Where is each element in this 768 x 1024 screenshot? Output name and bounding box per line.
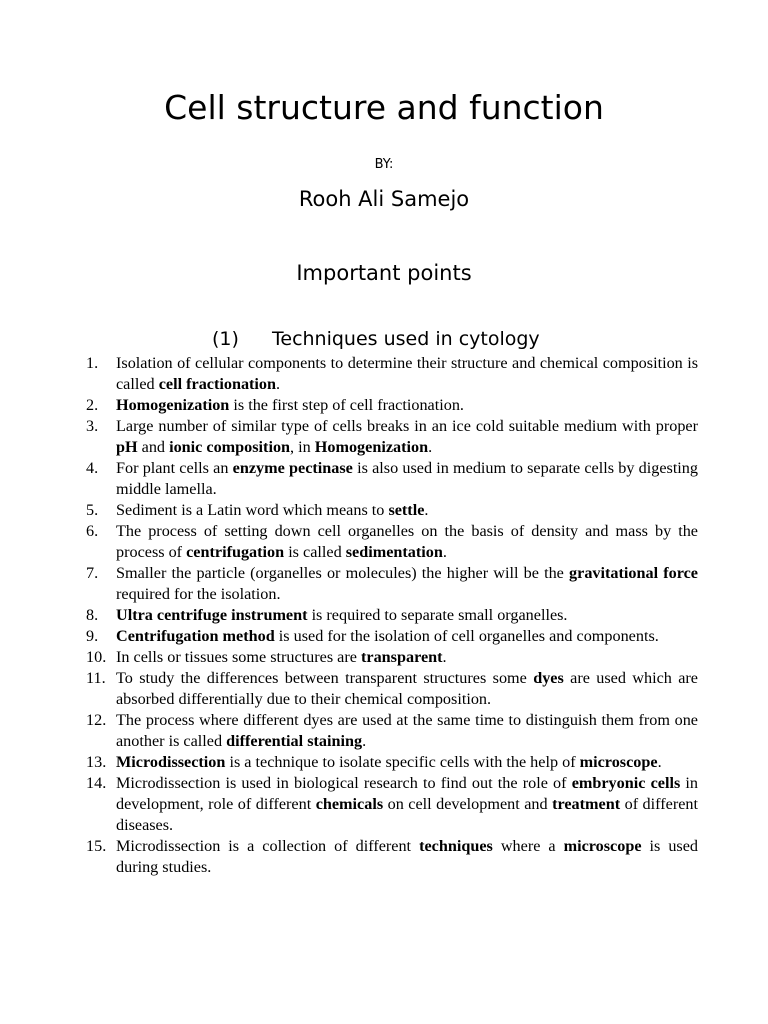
text-run: of different diseases. bbox=[116, 795, 698, 834]
list-item bbox=[86, 836, 698, 878]
list-item-text bbox=[116, 396, 464, 414]
text-run: . bbox=[442, 648, 447, 666]
text-run: Microdissection is a collection of different bbox=[116, 837, 420, 855]
list-item-text bbox=[116, 837, 698, 876]
text-run: where a bbox=[492, 837, 564, 855]
list-item-number: 9. bbox=[86, 627, 99, 645]
text-run: Large number of similar type of cells breaks in an ice cold suitable medium with proper bbox=[116, 417, 698, 435]
text-run: . bbox=[424, 501, 429, 519]
list-item-number: 7. bbox=[86, 564, 99, 582]
text-run: is the first step of cell fractionation. bbox=[229, 396, 464, 414]
bold-term: ionic composition bbox=[169, 438, 291, 456]
list-item bbox=[86, 395, 698, 416]
list-item-number: 10. bbox=[86, 648, 107, 666]
list-item-text bbox=[116, 606, 567, 624]
text-run: is used for the isolation of cell organelles and components. bbox=[274, 627, 659, 645]
list-item bbox=[86, 605, 698, 626]
bold-term: differential staining bbox=[226, 732, 363, 750]
text-run: are used which are absorbed differentially due to their chemical composition. bbox=[116, 669, 698, 708]
by-label: BY: bbox=[374, 157, 394, 172]
list-item bbox=[86, 416, 698, 458]
list-item-number: 1. bbox=[86, 354, 99, 372]
list-item-text bbox=[116, 711, 698, 750]
bold-term: Homogenization bbox=[314, 438, 429, 456]
author-name: Rooh Ali Samejo bbox=[298, 187, 470, 211]
text-run: To study the differences between transparent structures some bbox=[116, 669, 534, 687]
bold-term: centrifugation bbox=[186, 543, 285, 561]
text-run: is a technique to isolate specific cells with the help of bbox=[225, 753, 580, 771]
bold-term: techniques bbox=[419, 837, 493, 855]
text-run: The process of setting down cell organelles on the basis of density and mass by the process of bbox=[116, 522, 698, 561]
bold-term: pH bbox=[116, 438, 138, 456]
list-item bbox=[86, 458, 698, 500]
list-item-text bbox=[116, 627, 659, 645]
list-item bbox=[86, 668, 698, 710]
text-run: The process where different dyes are used at the same time to distinguish them from one another is called bbox=[116, 711, 698, 750]
text-run: on cell development and bbox=[383, 795, 553, 813]
list-item-number: 2. bbox=[86, 396, 99, 414]
text-run: in development, role of different bbox=[116, 774, 698, 813]
list-item bbox=[86, 773, 698, 836]
list-item-number: 15. bbox=[86, 837, 107, 855]
list-item-text bbox=[116, 669, 698, 708]
text-run: . bbox=[362, 732, 367, 750]
list-item-text bbox=[116, 459, 698, 498]
bold-term: microscope bbox=[579, 753, 658, 771]
list-item bbox=[86, 563, 698, 605]
text-run: . bbox=[442, 543, 447, 561]
bold-term: sedimentation bbox=[345, 543, 443, 561]
bold-term: settle bbox=[388, 501, 425, 519]
text-run: Smaller the particle (organelles or molecules) the higher will be the bbox=[116, 564, 570, 582]
text-run: . bbox=[276, 375, 281, 393]
list-item bbox=[86, 353, 698, 395]
text-run: is also used in medium to separate cells by digesting middle lamella. bbox=[116, 459, 698, 498]
text-run: , in bbox=[290, 438, 315, 456]
bold-term: gravitational force bbox=[569, 564, 698, 582]
sub-heading-number: (1) bbox=[212, 328, 239, 350]
list-item-text bbox=[116, 354, 698, 393]
list-item-text bbox=[116, 753, 662, 771]
bold-term: enzyme pectinase bbox=[232, 459, 353, 477]
list-item-number: 13. bbox=[86, 753, 107, 771]
document-title: Cell structure and function bbox=[164, 88, 604, 127]
text-run: Microdissection is used in biological research to find out the role of bbox=[116, 774, 572, 792]
points-list bbox=[86, 353, 698, 878]
bold-term: microscope bbox=[563, 837, 642, 855]
sub-heading-text: Techniques used in cytology bbox=[272, 328, 540, 350]
text-run: is called bbox=[284, 543, 346, 561]
list-item-number: 12. bbox=[86, 711, 107, 729]
list-item bbox=[86, 710, 698, 752]
text-run: In cells or tissues some structures are bbox=[116, 648, 361, 666]
list-item bbox=[86, 647, 698, 668]
text-run: Sediment is a Latin word which means to bbox=[116, 501, 389, 519]
list-item-number: 8. bbox=[86, 606, 99, 624]
list-item bbox=[86, 626, 698, 647]
text-run: and bbox=[137, 438, 170, 456]
section-title: Important points bbox=[296, 261, 472, 285]
bold-term: Microdissection bbox=[116, 753, 226, 771]
text-run: required for the isolation. bbox=[116, 585, 281, 603]
text-run: Isolation of cellular components to determine their structure and chemical composition is called bbox=[116, 354, 698, 393]
bold-term: chemicals bbox=[315, 795, 384, 813]
list-item-number: 5. bbox=[86, 501, 99, 519]
list-item-number: 11. bbox=[86, 669, 106, 687]
text-run: is required to separate small organelles. bbox=[307, 606, 568, 624]
bold-term: dyes bbox=[533, 669, 564, 687]
list-item bbox=[86, 521, 698, 563]
bold-term: embryonic cells bbox=[571, 774, 681, 792]
text-run: . bbox=[657, 753, 662, 771]
list-item-text bbox=[116, 501, 428, 519]
list-item-number: 6. bbox=[86, 522, 99, 540]
text-run: is used during studies. bbox=[116, 837, 699, 876]
bold-term: Homogenization bbox=[116, 396, 230, 414]
list-item-number: 3. bbox=[86, 417, 99, 435]
text-run: For plant cells an bbox=[116, 459, 233, 477]
list-item bbox=[86, 500, 698, 521]
list-item-text bbox=[116, 648, 447, 666]
list-item-text bbox=[116, 417, 698, 456]
list-item-number: 4. bbox=[86, 459, 99, 477]
list-item-text bbox=[116, 774, 698, 834]
list-item-text bbox=[116, 522, 698, 561]
sub-heading bbox=[212, 327, 540, 351]
bold-term: cell fractionation bbox=[158, 375, 277, 393]
bold-term: treatment bbox=[552, 795, 621, 813]
bold-term: Ultra centrifuge instrument bbox=[116, 606, 308, 624]
bold-term: Centrifugation method bbox=[116, 627, 275, 645]
text-run: . bbox=[428, 438, 433, 456]
list-item bbox=[86, 752, 698, 773]
list-item-text bbox=[116, 564, 698, 603]
bold-term: transparent bbox=[361, 648, 443, 666]
list-item-number: 14. bbox=[86, 774, 107, 792]
